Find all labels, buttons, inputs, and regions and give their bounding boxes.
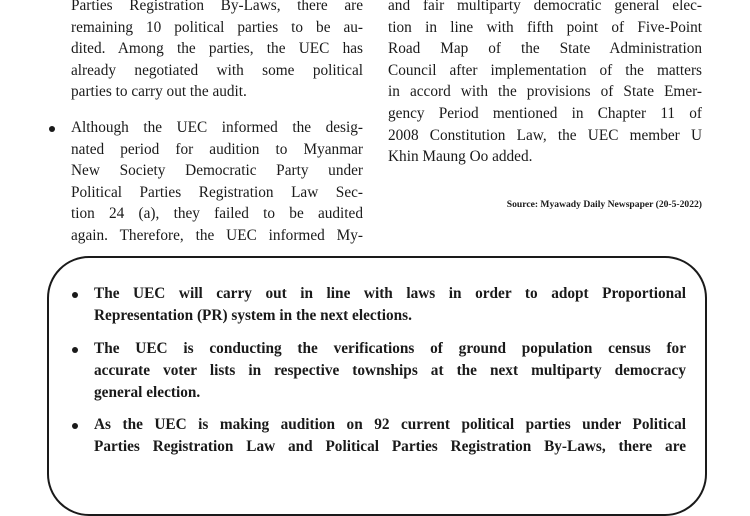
bullet-icon <box>72 292 78 298</box>
text-line: in accord with the provisions of State Emer- <box>388 83 702 101</box>
bullet-icon <box>72 347 78 353</box>
text-line: tion in line with fifth point of Five-Point <box>388 18 702 36</box>
text-line: tion 24 (a), they failed to be audited <box>71 205 363 223</box>
box-text-line: accurate voter lists in respective townships at the next multiparty democracy <box>94 361 686 379</box>
text-line: Parties Registration By-Laws, there are <box>71 0 363 14</box>
text-line: Council after implementation of the matters <box>388 61 702 79</box>
box-bullet-item <box>94 414 686 458</box>
text-line: parties to carry out the audit. <box>71 83 247 101</box>
text-line: gency Period mentioned in Chapter 11 of <box>388 104 702 122</box>
text-line: again. Therefore, the UEC informed My- <box>71 226 363 244</box>
source-citation: Source: Myawady Daily Newspaper (20-5-2022) <box>506 199 702 210</box>
bullet-text <box>71 117 363 247</box>
box-text-line: The UEC will carry out in line with laws in order to adopt Proportional <box>94 285 686 302</box>
box-text-line: general election. <box>94 383 201 401</box>
text-line: nated period for audition to Myanmar <box>71 140 363 158</box>
text-line: Although the UEC informed the desig- <box>71 119 363 136</box>
box-bullet-item <box>94 338 686 403</box>
box-bullet-item <box>94 283 686 327</box>
box-text-line: Parties Registration Law and Political Parties Registration By-Laws, there are <box>94 437 686 455</box>
box-text-line: The UEC is conducting the verifications of ground population census for <box>94 340 686 357</box>
highlight-box <box>47 256 707 516</box>
text-line: Road Map of the State Administration <box>388 40 702 58</box>
box-text-line: Representation (PR) system in the next elections. <box>94 306 412 324</box>
text-line: 2008 Constitution Law, the UEC member U <box>388 126 702 144</box>
box-text-line: As the UEC is making audition on 92 current political parties under Political <box>94 416 686 433</box>
text-line: and fair multiparty democratic general elec- <box>388 0 702 14</box>
text-line: Political Parties Registration Law Sec- <box>71 183 363 201</box>
left-paragraph <box>71 0 363 103</box>
text-line: Khin Maung Oo added. <box>388 148 533 166</box>
bullet-icon <box>49 126 55 132</box>
text-line: already negotiated with some political <box>71 61 363 79</box>
text-line: remaining 10 political parties to be au- <box>71 18 363 36</box>
text-line: New Society Democratic Party under <box>71 162 363 180</box>
text-line: dited. Among the parties, the UEC has <box>71 40 363 58</box>
bullet-icon <box>72 423 78 429</box>
right-paragraph <box>388 0 702 168</box>
